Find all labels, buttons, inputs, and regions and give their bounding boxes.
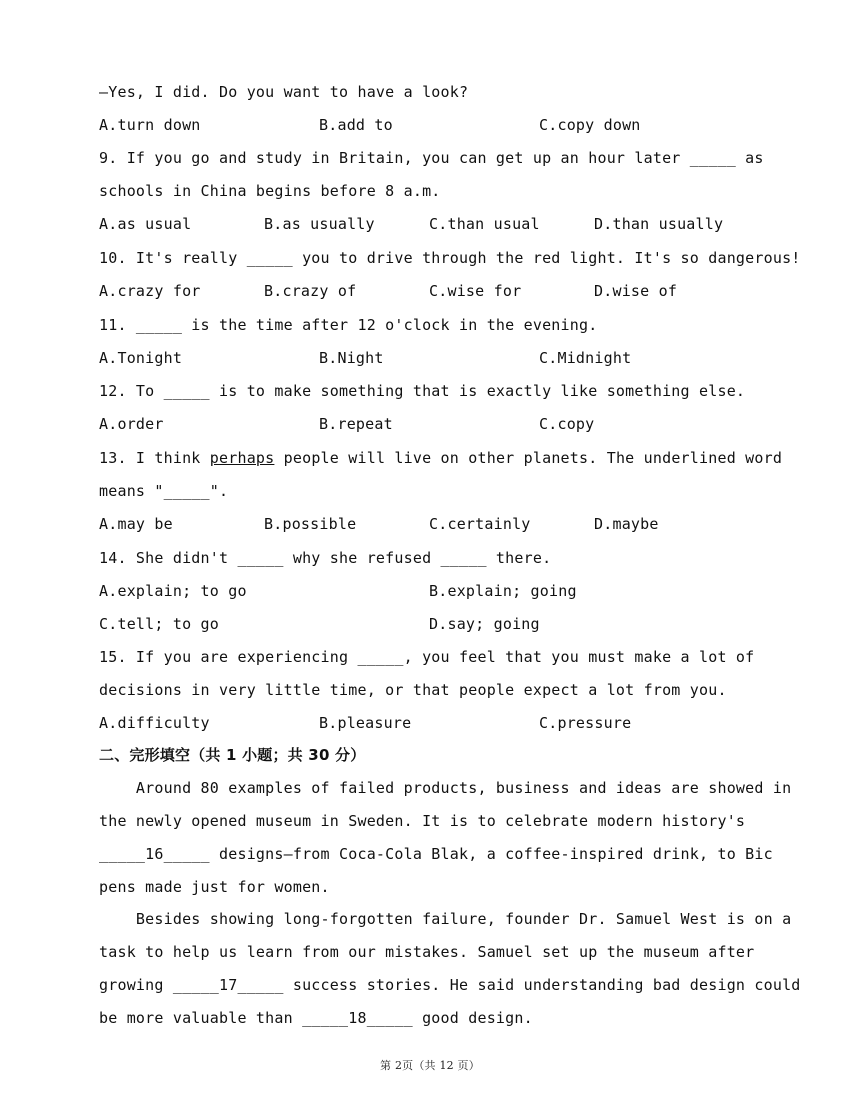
q8-answer-line: —Yes, I did. Do you want to have a look? [99,83,469,101]
q13-option-b: B.possible [264,515,357,533]
passage-p2-line-4: be more valuable than _____18_____ good design. [99,1009,533,1027]
q14-option-a: A.explain; to go [99,582,247,600]
q13-line-1-pre: 13. I think [99,449,210,467]
q15-option-b: B.pleasure [319,714,412,732]
q13-line-2: means "_____". [99,482,229,500]
q10-option-a: A.crazy for [99,282,201,300]
q9-line-1: 9. If you go and study in Britain, you can get up an hour later _____ as [99,149,764,167]
q9-option-d: D.than usually [594,215,724,233]
q14-option-d: D.say; going [429,615,540,633]
q9-line-2: schools in China begins before 8 a.m. [99,182,441,200]
passage-p2-line-2: task to help us learn from our mistakes. Samuel set up the museum after [99,943,755,961]
q11-option-a: A.Tonight [99,349,183,367]
q13-line-1 [99,448,782,468]
q8-option-a: A.turn down [99,116,201,134]
passage-p1-line-4: pens made just for women. [99,878,330,896]
section-2-title: 二、完形填空（共 1 小题；共 30 分） [99,746,366,764]
q8-option-b: B.add to [319,116,393,134]
q14-option-c: C.tell; to go [99,615,219,633]
q12-option-a: A.order [99,415,164,433]
q11-line-1: 11. _____ is the time after 12 o'clock in the evening. [99,316,598,334]
q15-option-a: A.difficulty [99,714,210,732]
q15-line-1: 15. If you are experiencing _____, you feel that you must make a lot of [99,648,755,666]
q9-option-b: B.as usually [264,215,375,233]
q13-line-1-post: people will live on other planets. The underlined word [274,449,783,467]
q9-option-c: C.than usual [429,215,540,233]
q12-option-b: B.repeat [319,415,393,433]
passage-p2-line-3: growing _____17_____ success stories. He said understanding bad design could [99,976,801,994]
q12-option-c: C.copy [539,415,595,433]
q14-option-b: B.explain; going [429,582,577,600]
q11-option-b: B.Night [319,349,384,367]
q12-line-1: 12. To _____ is to make something that is exactly like something else. [99,382,746,400]
q11-option-c: C.Midnight [539,349,632,367]
passage-p2-line-1: Besides showing long-forgotten failure, founder Dr. Samuel West is on a [99,910,792,928]
q13-option-c: C.certainly [429,515,531,533]
q8-option-c: C.copy down [539,116,641,134]
q13-option-a: A.may be [99,515,173,533]
q10-option-d: D.wise of [594,282,678,300]
q10-option-b: B.crazy of [264,282,357,300]
q15-line-2: decisions in very little time, or that people expect a lot from you. [99,681,727,699]
q13-underlined-word: perhaps [209,449,275,467]
passage-p1-line-3: _____16_____ designs—from Coca-Cola Blak, a coffee-inspired drink, to Bic [99,845,773,863]
q9-option-a: A.as usual [99,215,192,233]
passage-p1-line-1: Around 80 examples of failed products, business and ideas are showed in [99,779,792,797]
passage-p1-line-2: the newly opened museum in Sweden. It is to celebrate modern history's [99,812,746,830]
q13-option-d: D.maybe [594,515,659,533]
q10-option-c: C.wise for [429,282,522,300]
q10-line-1: 10. It's really _____ you to drive through the red light. It's so dangerous! [99,249,801,267]
page-footer: 第 2页（共 12 页） [380,1059,480,1072]
q15-option-c: C.pressure [539,714,632,732]
q14-line-1: 14. She didn't _____ why she refused _____ there. [99,549,552,567]
